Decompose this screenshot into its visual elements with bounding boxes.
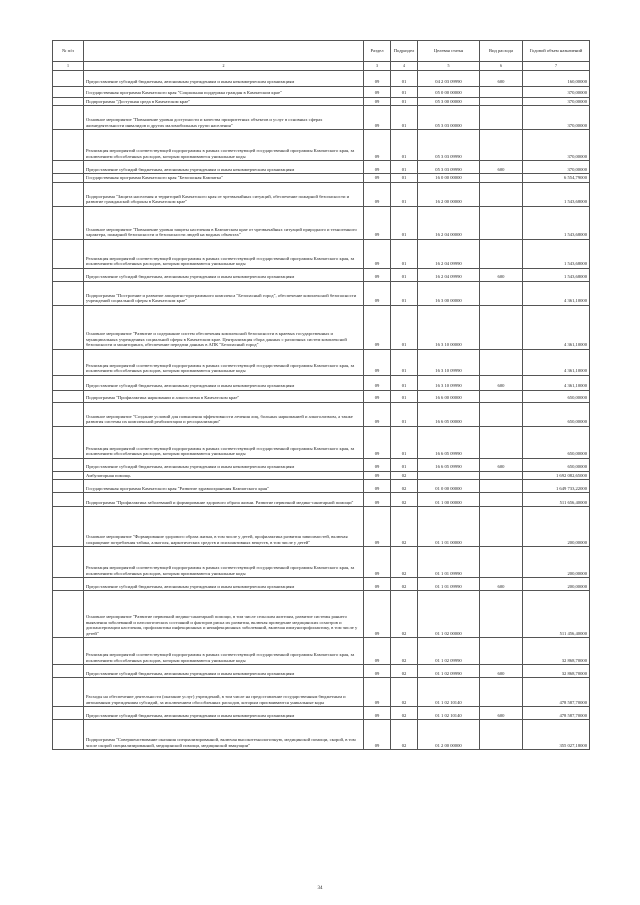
row-sum-cell: 1 543,68000 (523, 206, 590, 239)
row-vr-cell (480, 493, 523, 507)
row-podrazdel-cell: 01 (391, 426, 418, 458)
row-name-cell: Предоставление субсидий бюджетным, автономным учреждениям и иным некоммерческим организациям (84, 707, 364, 720)
row-vr-cell (480, 174, 523, 183)
row-csr-cell: 04 2 03 09990 (418, 70, 480, 86)
row-razdel-cell: 09 (364, 130, 391, 161)
row-csr-cell: 01 0 00 00000 (418, 480, 480, 493)
row-csr-cell: 01 1 02 09990 (418, 638, 480, 665)
table-row (53, 161, 590, 174)
row-csr-cell: 16 3 10 09990 (418, 375, 480, 390)
row-csr-cell: 01 2 00 00000 (418, 720, 480, 750)
row-vr-cell (480, 206, 523, 239)
row-vr-cell (480, 86, 523, 97)
table-row (53, 349, 590, 375)
row-num-cell (53, 547, 84, 578)
header-num: № п/п (53, 41, 84, 62)
row-vr-cell (480, 182, 523, 206)
row-sum-cell: 650,00000 (523, 426, 590, 458)
row-sum-cell: 1 543,68000 (523, 268, 590, 281)
row-vr-cell (480, 426, 523, 458)
header-razdel: Раздел (364, 41, 391, 62)
row-num-cell (53, 480, 84, 493)
column-number: 1 (53, 62, 84, 71)
row-vr-cell (480, 678, 523, 707)
row-razdel-cell: 09 (364, 402, 391, 426)
row-podrazdel-cell: 01 (391, 130, 418, 161)
table-row (53, 174, 590, 183)
row-csr-cell: 16 0 00 00000 (418, 174, 480, 183)
row-razdel-cell: 09 (364, 638, 391, 665)
row-vr-cell: 600 (480, 161, 523, 174)
row-podrazdel-cell: 02 (391, 480, 418, 493)
row-vr-cell: 600 (480, 665, 523, 678)
table-row (53, 591, 590, 638)
row-name-cell: Реализация мероприятий соответствующей подпрограммы в рамках соответствующей государственной программы Камчатского края, за исключением обособленных расходов, которым присваиваются уникальные коды (84, 239, 364, 268)
row-num-cell (53, 390, 84, 402)
row-num-cell (53, 678, 84, 707)
column-number: 7 (523, 62, 590, 71)
table-row (53, 239, 590, 268)
row-sum-cell: 370,00000 (523, 106, 590, 130)
row-vr-cell (480, 720, 523, 750)
row-podrazdel-cell: 01 (391, 305, 418, 349)
table-row (53, 97, 590, 106)
row-num-cell (53, 349, 84, 375)
table-row (53, 281, 590, 305)
row-num-cell (53, 471, 84, 480)
row-sum-cell: 32 868,70000 (523, 638, 590, 665)
row-num-cell (53, 174, 84, 183)
header-podrazdel: Подраздел (391, 41, 418, 62)
row-razdel-cell: 09 (364, 507, 391, 547)
row-name-cell: Подпрограмма "Защита населения и территорий Камчатского края от чрезвычайных ситуаций, обеспечение пожарной безопасности и развитие гражданской обороны в Камчатском крае" (84, 182, 364, 206)
row-podrazdel-cell: 02 (391, 578, 418, 591)
row-vr-cell: 600 (480, 268, 523, 281)
row-name-cell: Основное мероприятие "Повышение уровня доступности и качества приоритетных объектов и услуг в основных сферах жизнедеятельности инвалидов и других маломобильных групп населения" (84, 106, 364, 130)
row-podrazdel-cell: 01 (391, 161, 418, 174)
row-sum-cell: 4 361,10000 (523, 305, 590, 349)
row-num-cell (53, 638, 84, 665)
row-sum-cell: 370,00000 (523, 86, 590, 97)
row-name-cell: Предоставление субсидий бюджетным, автономным учреждениям и иным некоммерческим организациям (84, 665, 364, 678)
row-sum-cell: 478 587,70000 (523, 707, 590, 720)
row-vr-cell (480, 638, 523, 665)
row-name-cell: Реализация мероприятий соответствующей подпрограммы в рамках соответствующей государственной программы Камчатского края, за исключением обособленных расходов, которым присваиваются уникальные коды (84, 349, 364, 375)
row-podrazdel-cell: 02 (391, 471, 418, 480)
row-num-cell (53, 458, 84, 471)
row-csr-cell: 05 0 00 00000 (418, 86, 480, 97)
row-sum-cell: 650,00000 (523, 458, 590, 471)
row-csr-cell: 01 1 02 09990 (418, 665, 480, 678)
budget-table-sheet (52, 40, 589, 750)
column-number: 6 (480, 62, 523, 71)
row-name-cell: Основное мероприятие "Формирование здорового образа жизни, в том числе у детей, профилактика развития зависимостей, включая сокращение потребления табака, алкоголя, наркотических средств и психоактивных веществ, в том числе у детей" (84, 507, 364, 547)
row-sum-cell: 650,00000 (523, 390, 590, 402)
row-name-cell: Реализация мероприятий соответствующей подпрограммы в рамках соответствующей государственной программы Камчатского края, за исключением обособленных расходов, которым присваиваются уникальные коды (84, 638, 364, 665)
row-sum-cell: 4 361,10000 (523, 375, 590, 390)
row-name-cell: Реализация мероприятий соответствующей подпрограммы в рамках соответствующей государственной программы Камчатского края, за исключением обособленных расходов, которым присваиваются уникальные коды (84, 547, 364, 578)
row-name-cell: Подпрограмма "Построение и развитие аппаратно-программного комплекса "Безопасный город", обеспечение комплексной безопасности учреждений социальной сферы в Камчатском крае" (84, 281, 364, 305)
row-csr-cell: 16 2 00 00000 (418, 182, 480, 206)
row-vr-cell (480, 97, 523, 106)
row-csr-cell: 01 1 01 09990 (418, 578, 480, 591)
table-row (53, 471, 590, 480)
row-sum-cell: 200,00000 (523, 547, 590, 578)
row-name-cell: Подпрограмма "Профилактика наркомании и алкоголизма в Камчатском крае" (84, 390, 364, 402)
row-sum-cell: 355 027,18000 (523, 720, 590, 750)
row-podrazdel-cell: 01 (391, 239, 418, 268)
row-podrazdel-cell: 01 (391, 390, 418, 402)
table-row (53, 130, 590, 161)
row-razdel-cell: 09 (364, 578, 391, 591)
row-podrazdel-cell: 01 (391, 182, 418, 206)
row-razdel-cell: 09 (364, 182, 391, 206)
row-name-cell: Основное мероприятие "Создание условий для повышения эффективности лечения лиц, больных наркоманией и алкоголизмом, а также развития системы их комплексной реабилитации и ресоциализации" (84, 402, 364, 426)
header-csr: Целевая статья (418, 41, 480, 62)
row-razdel-cell: 09 (364, 70, 391, 86)
column-number: 3 (364, 62, 391, 71)
row-razdel-cell: 09 (364, 349, 391, 375)
row-vr-cell (480, 591, 523, 638)
row-podrazdel-cell: 02 (391, 720, 418, 750)
row-vr-cell (480, 281, 523, 305)
table-row (53, 375, 590, 390)
row-csr-cell: 16 2 04 09990 (418, 239, 480, 268)
row-razdel-cell: 09 (364, 305, 391, 349)
row-podrazdel-cell: 02 (391, 638, 418, 665)
header-name (84, 41, 364, 62)
row-num-cell (53, 578, 84, 591)
table-row (53, 305, 590, 349)
row-vr-cell: 600 (480, 707, 523, 720)
row-csr-cell: 05 3 03 00000 (418, 106, 480, 130)
row-razdel-cell: 09 (364, 86, 391, 97)
row-vr-cell (480, 349, 523, 375)
row-razdel-cell: 09 (364, 174, 391, 183)
row-num-cell (53, 402, 84, 426)
row-name-cell: Подпрограмма "Доступная среда в Камчатском крае" (84, 97, 364, 106)
row-vr-cell (480, 547, 523, 578)
row-num-cell (53, 70, 84, 86)
row-name-cell: Подпрограмма "Профилактика заболеваний и формирование здорового образа жизни. Развитие первичной медико-санитарной помощи" (84, 493, 364, 507)
table-header-row (53, 41, 590, 62)
row-razdel-cell: 09 (364, 720, 391, 750)
row-vr-cell: 600 (480, 70, 523, 86)
row-razdel-cell: 09 (364, 268, 391, 281)
table-row (53, 638, 590, 665)
row-name-cell: Реализация мероприятий соответствующей подпрограммы в рамках соответствующей государственной программы Камчатского края, за исключением обособленных расходов, которым присваиваются уникальные коды (84, 130, 364, 161)
table-row (53, 720, 590, 750)
table-row (53, 493, 590, 507)
table-row (53, 665, 590, 678)
row-razdel-cell: 09 (364, 471, 391, 480)
table-row (53, 458, 590, 471)
row-csr-cell: 16 2 04 00000 (418, 206, 480, 239)
row-razdel-cell: 09 (364, 458, 391, 471)
table-row (53, 206, 590, 239)
header-sum: Годовой объем назначений (523, 41, 590, 62)
row-csr-cell: 16 6 05 09990 (418, 426, 480, 458)
row-csr-cell: 01 1 01 09990 (418, 547, 480, 578)
row-razdel-cell: 09 (364, 591, 391, 638)
row-num-cell (53, 707, 84, 720)
table-row (53, 707, 590, 720)
row-sum-cell: 200,00000 (523, 578, 590, 591)
row-podrazdel-cell: 02 (391, 678, 418, 707)
table-row (53, 426, 590, 458)
table-row (53, 182, 590, 206)
row-razdel-cell: 09 (364, 547, 391, 578)
row-num-cell (53, 591, 84, 638)
column-numbers-row (53, 62, 590, 71)
row-razdel-cell: 09 (364, 239, 391, 268)
row-num-cell (53, 161, 84, 174)
row-num-cell (53, 130, 84, 161)
header-vr: Вид расхода (480, 41, 523, 62)
row-podrazdel-cell: 01 (391, 402, 418, 426)
table-row (53, 678, 590, 707)
row-csr-cell: 16 3 00 00000 (418, 281, 480, 305)
row-razdel-cell: 09 (364, 206, 391, 239)
row-razdel-cell: 09 (364, 97, 391, 106)
row-podrazdel-cell: 02 (391, 665, 418, 678)
row-razdel-cell: 09 (364, 281, 391, 305)
row-vr-cell: 600 (480, 375, 523, 390)
page-number: 34 (317, 886, 323, 891)
row-csr-cell: 05 3 03 09990 (418, 130, 480, 161)
row-num-cell (53, 281, 84, 305)
row-vr-cell (480, 480, 523, 493)
row-sum-cell: 511 456,40000 (523, 591, 590, 638)
row-podrazdel-cell: 01 (391, 106, 418, 130)
row-name-cell: Реализация мероприятий соответствующей подпрограммы в рамках соответствующей государственной программы Камчатского края, за исключением обособленных расходов, которым присваиваются уникальные коды (84, 426, 364, 458)
row-vr-cell (480, 507, 523, 547)
row-sum-cell: 32 868,70000 (523, 665, 590, 678)
row-podrazdel-cell: 01 (391, 268, 418, 281)
row-vr-cell (480, 239, 523, 268)
row-name-cell: Расходы на обеспечение деятельности (оказание услуг) учреждений, в том числе на предоставление государственным бюджетным и автономным учреждениям субсидий, за исключением обособленных расходов, которым присваиваются уникальные коды (84, 678, 364, 707)
row-podrazdel-cell: 02 (391, 507, 418, 547)
row-podrazdel-cell: 01 (391, 375, 418, 390)
row-sum-cell: 6 554,79000 (523, 174, 590, 183)
table-row (53, 480, 590, 493)
row-podrazdel-cell: 02 (391, 591, 418, 638)
row-csr-cell: 01 1 00 00000 (418, 493, 480, 507)
row-num-cell (53, 305, 84, 349)
row-num-cell (53, 665, 84, 678)
table-row (53, 507, 590, 547)
row-csr-cell: 05 3 03 09990 (418, 161, 480, 174)
table-row (53, 402, 590, 426)
row-podrazdel-cell: 01 (391, 174, 418, 183)
row-csr-cell: 01 1 02 10140 (418, 678, 480, 707)
row-sum-cell: 4 361,10000 (523, 349, 590, 375)
row-podrazdel-cell: 01 (391, 70, 418, 86)
row-csr-cell: 16 2 04 09990 (418, 268, 480, 281)
row-name-cell: Подпрограмма "Совершенствование оказания специализированной, включая высокотехнологичную, медицинской помощи, скорой, в том числе скорой специализированной, медицинской помощи, медицинской эвакуации" (84, 720, 364, 750)
row-name-cell: Предоставление субсидий бюджетным, автономным учреждениям и иным некоммерческим организациям (84, 161, 364, 174)
row-sum-cell: 1 649 733,22000 (523, 480, 590, 493)
row-num-cell (53, 720, 84, 750)
row-vr-cell (480, 471, 523, 480)
row-num-cell (53, 507, 84, 547)
row-sum-cell: 370,00000 (523, 161, 590, 174)
row-vr-cell (480, 390, 523, 402)
row-sum-cell: 511 656,40000 (523, 493, 590, 507)
row-podrazdel-cell: 01 (391, 97, 418, 106)
row-num-cell (53, 97, 84, 106)
row-csr-cell: 01 1 02 10140 (418, 707, 480, 720)
row-num-cell (53, 182, 84, 206)
table-row (53, 106, 590, 130)
row-csr-cell (418, 471, 480, 480)
row-num-cell (53, 375, 84, 390)
row-razdel-cell: 09 (364, 375, 391, 390)
row-sum-cell: 4 361,10000 (523, 281, 590, 305)
row-razdel-cell: 09 (364, 390, 391, 402)
row-podrazdel-cell: 02 (391, 493, 418, 507)
row-csr-cell: 16 3 10 00000 (418, 305, 480, 349)
row-sum-cell: 1 543,68000 (523, 239, 590, 268)
row-csr-cell: 16 6 00 00000 (418, 390, 480, 402)
row-vr-cell: 600 (480, 578, 523, 591)
row-sum-cell: 370,00000 (523, 130, 590, 161)
row-name-cell: Основное мероприятие "Повышение уровня защиты населения в Камчатском крае от чрезвычайных ситуаций природного и техногенного характера, пожарной безопасности и безопасности людей на водных объектах" (84, 206, 364, 239)
row-sum-cell: 1 543,68000 (523, 182, 590, 206)
row-podrazdel-cell: 01 (391, 206, 418, 239)
row-vr-cell (480, 106, 523, 130)
row-num-cell (53, 493, 84, 507)
row-num-cell (53, 86, 84, 97)
row-name-cell: Основное мероприятие "Развитие первичной медико-санитарной помощи, в том числе сельским жителям, развитие системы раннего выявления заболеваний и патологических состояний и факторов риска их развития, включая проведение медицинских осмотров и диспансеризации населения, профилактика инфекционных и неинфекционных заболеваний, включая иммунопрофилактику, в том числе у детей" (84, 591, 364, 638)
row-podrazdel-cell: 01 (391, 349, 418, 375)
column-number: 4 (391, 62, 418, 71)
row-vr-cell (480, 130, 523, 161)
row-num-cell (53, 239, 84, 268)
row-razdel-cell: 09 (364, 678, 391, 707)
column-number: 2 (84, 62, 364, 71)
row-csr-cell: 16 6 05 09990 (418, 458, 480, 471)
row-name-cell: Предоставление субсидий бюджетным, автономным учреждениям и иным некоммерческим организациям (84, 458, 364, 471)
column-number: 5 (418, 62, 480, 71)
row-podrazdel-cell: 02 (391, 707, 418, 720)
row-num-cell (53, 106, 84, 130)
row-razdel-cell: 09 (364, 665, 391, 678)
row-name-cell: Государственная программа Камчатского края "Безопасная Камчатка" (84, 174, 364, 183)
row-num-cell (53, 426, 84, 458)
row-sum-cell: 200,00000 (523, 507, 590, 547)
row-name-cell: Амбулаторная помощь (84, 471, 364, 480)
row-num-cell (53, 268, 84, 281)
table-row (53, 86, 590, 97)
row-sum-cell: 370,00000 (523, 97, 590, 106)
table-row (53, 268, 590, 281)
row-sum-cell: 160,00000 (523, 70, 590, 86)
row-csr-cell: 05 3 00 00000 (418, 97, 480, 106)
row-csr-cell: 01 1 02 00000 (418, 591, 480, 638)
row-name-cell: Государственная программа Камчатского края "Социальная поддержка граждан в Камчатском крае" (84, 86, 364, 97)
row-podrazdel-cell: 01 (391, 281, 418, 305)
row-razdel-cell: 09 (364, 161, 391, 174)
row-sum-cell: 650,00000 (523, 402, 590, 426)
table-row (53, 547, 590, 578)
row-podrazdel-cell: 01 (391, 458, 418, 471)
row-name-cell: Предоставление субсидий бюджетным, автономным учреждениям и иным некоммерческим организациям (84, 578, 364, 591)
row-sum-cell: 1 692 082,65000 (523, 471, 590, 480)
row-razdel-cell: 09 (364, 106, 391, 130)
row-name-cell: Государственная программа Камчатского края "Развитие здравоохранения Камчатского края" (84, 480, 364, 493)
row-num-cell (53, 206, 84, 239)
row-vr-cell (480, 305, 523, 349)
table-row (53, 578, 590, 591)
table-body (53, 70, 590, 750)
row-podrazdel-cell: 02 (391, 547, 418, 578)
row-name-cell: Предоставление субсидий бюджетным, автономным учреждениям и иным некоммерческим организациям (84, 375, 364, 390)
row-csr-cell: 01 1 01 00000 (418, 507, 480, 547)
row-podrazdel-cell: 01 (391, 86, 418, 97)
row-csr-cell: 16 6 05 00000 (418, 402, 480, 426)
row-sum-cell: 478 587,70000 (523, 678, 590, 707)
row-csr-cell: 16 3 10 09990 (418, 349, 480, 375)
row-vr-cell: 600 (480, 458, 523, 471)
row-razdel-cell: 09 (364, 480, 391, 493)
row-name-cell: Предоставление субсидий бюджетным, автономным учреждениям и иным некоммерческим организациям (84, 70, 364, 86)
table-row (53, 70, 590, 86)
row-razdel-cell: 09 (364, 707, 391, 720)
row-vr-cell (480, 402, 523, 426)
row-razdel-cell: 09 (364, 426, 391, 458)
row-name-cell: Предоставление субсидий бюджетным, автономным учреждениям и иным некоммерческим организациям (84, 268, 364, 281)
row-name-cell: Основное мероприятие "Развитие и содержание систем обеспечения комплексной безопасности в краевых государственных и муниципальных учреждениях социальной сферы в Камчатском крае. Централизация сбора данных с различных систем комплексной безопасности и мониторинга, обеспечение передачи данных в АПК "Безопасный город" (84, 305, 364, 349)
budget-table (52, 40, 590, 750)
row-razdel-cell: 09 (364, 493, 391, 507)
table-row (53, 390, 590, 402)
